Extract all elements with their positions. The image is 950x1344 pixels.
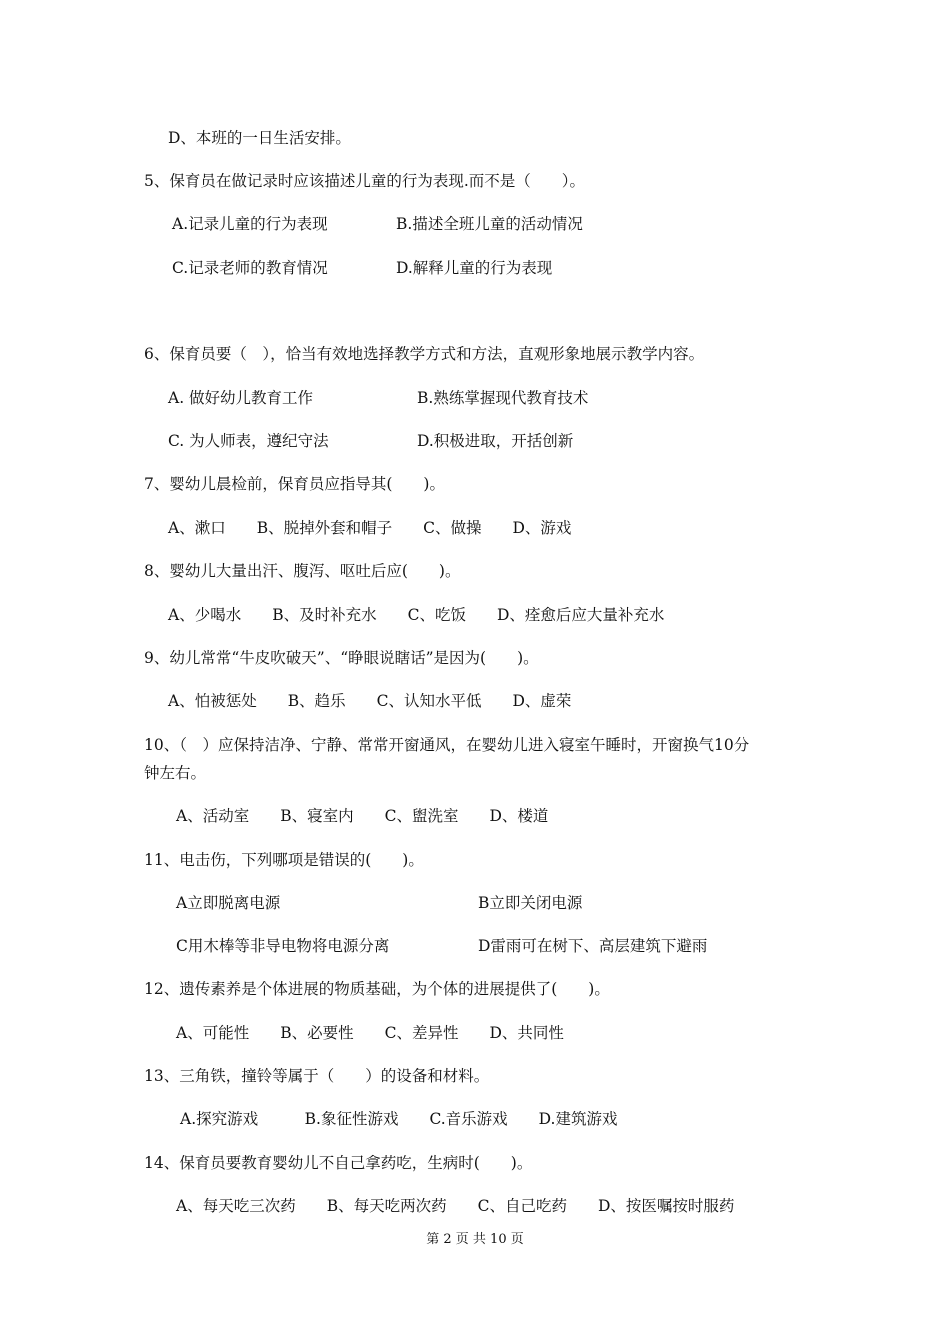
option-a: A.记录儿童的行为表现 [172, 215, 328, 233]
option-d: D.解释儿童的行为表现 [396, 259, 553, 277]
question-10: 10、（ ）应保持洁净、宁静、常常开窗通风，在婴幼儿进入寝室午睡时，开窗换气10分 [144, 736, 750, 754]
question-9: 9、幼儿常常“牛皮吹破天”、“睁眼说瞎话”是因为( )。 [144, 649, 539, 667]
options-9: A、怕被惩处 B、趋乐 C、认知水平低 D、虚荣 [168, 692, 572, 710]
options-8: A、少喝水 B、及时补充水 C、吃饭 D、痊愈后应大量补充水 [168, 606, 665, 624]
question-8: 8、婴幼儿大量出汗、腹泻、呕吐后应( )。 [144, 562, 461, 580]
option-a: A. 做好幼儿教育工作 [168, 389, 314, 407]
option-line: D、本班的一日生活安排。 [168, 129, 351, 147]
option-b: B.描述全班儿童的活动情况 [396, 215, 583, 233]
option-c: C. 为人师表，遵纪守法 [168, 432, 329, 450]
options-14: A、每天吃三次药 B、每天吃两次药 C、自己吃药 D、按医嘱按时服药 [176, 1197, 735, 1215]
question-12: 12、遗传素养是个体进展的物质基础，为个体的进展提供了( )。 [144, 980, 610, 998]
option-d: D雷雨可在树下、高层建筑下避雨 [478, 937, 708, 955]
question-13: 13、三角铁，撞铃等属于（ ）的设备和材料。 [144, 1067, 490, 1085]
options-12: A、可能性 B、必要性 C、差异性 D、共同性 [176, 1024, 564, 1042]
question-11: 11、电击伤，下列哪项是错误的( )。 [144, 851, 424, 869]
question-7: 7、婴幼儿晨检前，保育员应指导其( )。 [144, 475, 445, 493]
options-13: A.探究游戏 B.象征性游戏 C.音乐游戏 D.建筑游戏 [180, 1110, 618, 1128]
option-b: B立即关闭电源 [478, 894, 583, 912]
question-10-cont: 钟左右。 [144, 764, 207, 782]
question-14: 14、保育员要教育婴幼儿不自己拿药吃，生病时( )。 [144, 1154, 533, 1172]
question-5: 5、保育员在做记录时应该描述儿童的行为表现.而不是（ ）。 [144, 172, 586, 190]
option-d: D.积极进取，开括创新 [417, 432, 574, 450]
option-c: C用木棒等非导电物将电源分离 [176, 937, 390, 955]
option-b: B.熟练掌握现代教育技术 [417, 389, 589, 407]
options-10: A、活动室 B、寝室内 C、盥洗室 D、楼道 [176, 807, 549, 825]
option-a: A立即脱离电源 [176, 894, 281, 912]
options-7: A、漱口 B、脱掉外套和帽子 C、做操 D、游戏 [168, 519, 572, 537]
page-footer: 第 2 页 共 10 页 [426, 1232, 524, 1247]
option-c: C.记录老师的教育情况 [172, 259, 328, 277]
question-6: 6、保育员要（ ），恰当有效地选择教学方式和方法，直观形象地展示教学内容。 [144, 345, 705, 363]
